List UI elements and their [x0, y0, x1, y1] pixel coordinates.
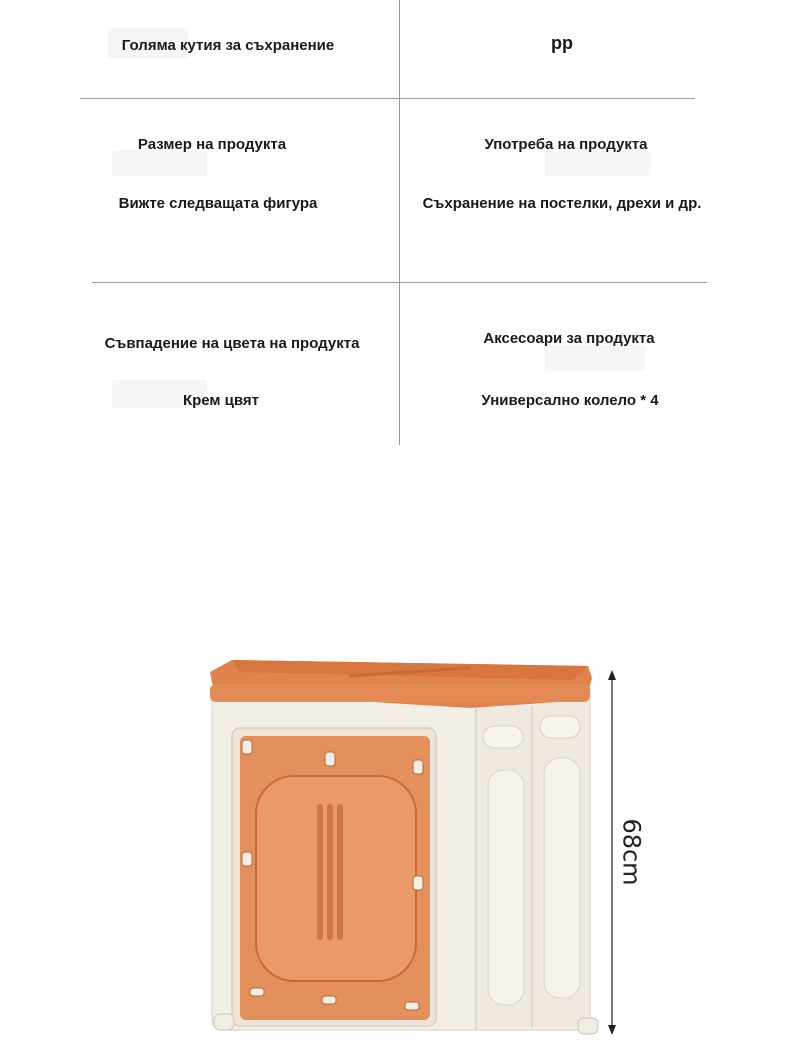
- side-recess: [544, 758, 580, 998]
- ghost-box: [545, 150, 650, 176]
- height-dimension-label: 68cm: [617, 818, 646, 886]
- storage-box-illustration: [0, 640, 790, 1037]
- side-handle: [483, 726, 523, 748]
- door-panel: [256, 776, 416, 981]
- wheel: [214, 1014, 234, 1030]
- usage-label: Употреба на продукта: [484, 136, 648, 153]
- size-value: Вижте следващата фигура: [118, 195, 318, 212]
- row-divider-1: [80, 98, 695, 99]
- product-name: Голяма кутия за съхранение: [121, 37, 335, 54]
- accessories-value: Универсално колело * 4: [481, 392, 659, 409]
- spec-table: [0, 0, 790, 450]
- color-value: Крем цвят: [182, 392, 260, 409]
- side-recess: [488, 770, 524, 1005]
- size-label: Размер на продукта: [137, 136, 287, 153]
- door-clip: [413, 876, 423, 890]
- side-handle: [540, 716, 580, 738]
- door-clip: [242, 740, 252, 754]
- column-divider: [399, 0, 400, 445]
- ghost-box: [545, 345, 645, 371]
- door-groove: [327, 804, 333, 940]
- accessories-label: Аксесоари за продукта: [483, 330, 655, 347]
- usage-value: Съхранение на постелки, дрехи и др.: [422, 195, 702, 212]
- door-clip: [325, 752, 335, 766]
- material-value: pp: [551, 33, 573, 53]
- door-groove: [337, 804, 343, 940]
- color-label: Съвпадение на цвета на продукта: [104, 335, 360, 352]
- ghost-box: [112, 150, 207, 176]
- wheel: [578, 1018, 598, 1034]
- door-clip: [413, 760, 423, 774]
- door-groove: [317, 804, 323, 940]
- door-clip: [242, 852, 252, 866]
- row-divider-2: [92, 282, 707, 283]
- product-image: [0, 640, 790, 1037]
